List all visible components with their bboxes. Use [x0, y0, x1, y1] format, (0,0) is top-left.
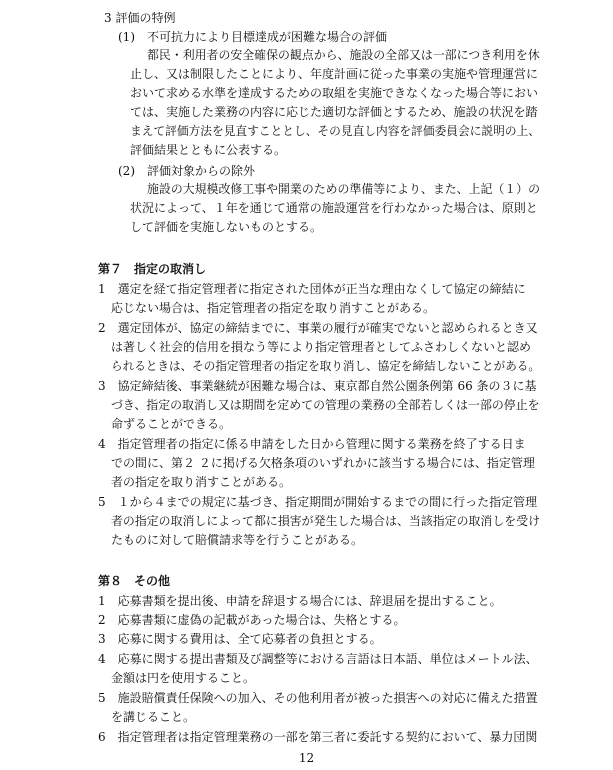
subsection-1-line: 都民・利用者の安全確保の観点から、施設の全部又は一部につき利用を休 — [147, 48, 540, 62]
section-7-item: 応じない場合は、指定管理者の指定を取り消すことがある。 — [111, 301, 436, 315]
section-7-item: 者の指定の取消しによって都に損害が発生した場合は、当該指定の取消しを受け — [111, 514, 541, 528]
section-7-item: での間に、第２ ２に掲げる欠格条項のいずれかに該当する場合には、指定管理 — [111, 456, 535, 470]
subsection-1-line: まえて評価方法を見直すこととし、その見直し内容を評価委員会に説明の上、 — [130, 124, 541, 138]
section-8-title: 第８ その他 — [98, 574, 171, 588]
section-8-item: 1 応募書類を提出後、申請を辞退する場合には、辞退届を提出すること。 — [98, 594, 502, 608]
section-8-item: 2 応募書類に虚偽の記載があった場合は、失格とする。 — [98, 613, 406, 627]
section-8-item: 3 応募に関する費用は、全て応募者の負担とする。 — [98, 632, 382, 646]
section-7-title: 第７ 指定の取消し — [98, 262, 207, 276]
subsection-2-line: 状況によって、１年を通じて通常の施設運営を行わなかった場合は、原則と — [130, 201, 538, 215]
subsection-2-heading: (2) 評価対象からの除外 — [118, 164, 255, 178]
section-8-item: 4 応募に関する提出書類及び調整等における言語は日本語、単位はメートル法、 — [98, 652, 538, 666]
section-7-item: られるときは、その指定管理者の指定を取り消し、協定を締結しないことがある。 — [111, 359, 541, 373]
section-7-item: 者の指定を取り消すことがある。 — [111, 475, 292, 489]
section-7-item: 1 選定を経て指定管理者に指定された団体が正当な理由なくして協定の締結に — [98, 282, 526, 296]
section-3-title: 3 評価の特例 — [104, 11, 176, 25]
section-7-item: は著しく社会的信用を損なう等により指定管理者としてふさわしくないと認め — [111, 340, 532, 354]
subsection-2-line: 施設の大規模改修工事や開業のための準備等により、また、上記（１）の — [147, 182, 541, 196]
section-7-item: 命ずることができる。 — [111, 417, 232, 431]
section-8-item: 金額は円を使用すること。 — [111, 671, 256, 685]
section-8-item: を講じること。 — [111, 710, 196, 724]
section-7-item: 4 指定管理者の指定に係る申請をした日から管理に関する業務を終了する日ま — [98, 437, 526, 451]
subsection-1-line: 評価結果とともに公表する。 — [130, 143, 287, 157]
section-7-item: 5 １から４までの規定に基づき、指定期間が開始するまでの間に行った指定管理 — [98, 495, 538, 509]
subsection-1-line: おいて求める水準を達成するための取組を実施できなくなった場合等におい — [130, 86, 539, 100]
subsection-1-heading: (1) 不可抗力により目標達成が困難な場合の評価 — [118, 30, 387, 44]
section-7-item: づき、指定の取消し又は期間を定めての管理の業務の全部若しくは一部の停止を — [111, 398, 540, 412]
section-8-item: 5 施設賠償責任保険への加入、その他利用者が被った損害への対応に備えた措置 — [98, 691, 538, 705]
section-7-item: 3 協定締結後、事業継続が困難な場合は、東京都自然公園条例第 66 条の３に基 — [98, 379, 537, 393]
page-number: 12 — [298, 751, 315, 765]
section-7-item: 2 選定団体が、協定の締結までに、事業の履行が確実でないと認められるとき又 — [98, 321, 538, 335]
section-8-item: 6 指定管理者は指定管理業務の一部を第三者に委託する契約において、暴力団関 — [98, 730, 538, 744]
subsection-1-line: ては、実施した業務の内容に応じた適切な評価とするため、施設の状況を踏 — [130, 105, 538, 119]
subsection-2-line: して評価を実施しないものとする。 — [130, 220, 323, 234]
section-7-item: たものに対して賠償請求等を行うことがある。 — [111, 533, 364, 547]
subsection-1-line: 止し、又は制限したことにより、年度計画に従った事業の実施や管理運営に — [130, 67, 539, 81]
